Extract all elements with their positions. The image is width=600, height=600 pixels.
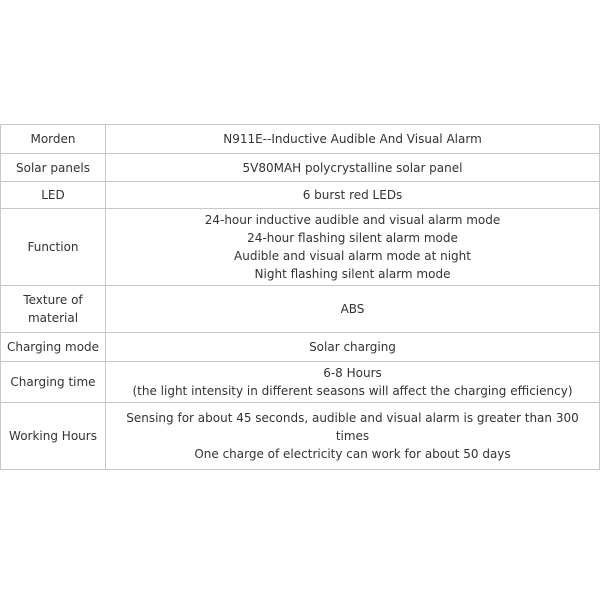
row-value [106,209,600,286]
value-line: 6 burst red LEDs [302,188,403,202]
value-line: ABS [340,302,365,316]
value-line: (the light intensity in different seasons will affect the charging efficiency) [132,384,573,398]
row-value [106,362,600,403]
row-label: Function [1,209,106,286]
row-label: Working Hours [1,403,106,470]
table-row [1,125,600,154]
value-line: Solar charging [309,340,396,354]
row-label: LED [1,182,106,209]
table-row [1,333,600,362]
value-line: 24-hour inductive audible and visual alarm mode [204,213,501,227]
table-row [1,403,600,470]
value-line: Sensing for about 45 seconds, audible and visual alarm is greater than 300 times [126,411,579,443]
value-line: 6-8 Hours [323,366,382,380]
row-value [106,154,600,182]
table-row [1,154,600,182]
row-value [106,403,600,470]
row-label: Texture of material [1,286,106,333]
value-line: Audible and visual alarm mode at night [234,249,471,263]
row-label: Morden [1,125,106,154]
row-value [106,182,600,209]
value-line: One charge of electricity can work for about 50 days [194,447,511,461]
row-value [106,333,600,362]
row-label: Solar panels [1,154,106,182]
table-row [1,182,600,209]
value-line: 24-hour flashing silent alarm mode [247,231,458,245]
row-label: Charging time [1,362,106,403]
value-line: 5V80MAH polycrystalline solar panel [242,160,463,175]
table-row [1,362,600,403]
value-line: Night flashing silent alarm mode [254,267,451,281]
row-value [106,125,600,154]
row-value [106,286,600,333]
spec-table [0,124,600,470]
table-row [1,209,600,286]
row-label: Charging mode [1,333,106,362]
value-line: N911E--Inductive Audible And Visual Alarm [223,132,482,146]
table-row [1,286,600,333]
